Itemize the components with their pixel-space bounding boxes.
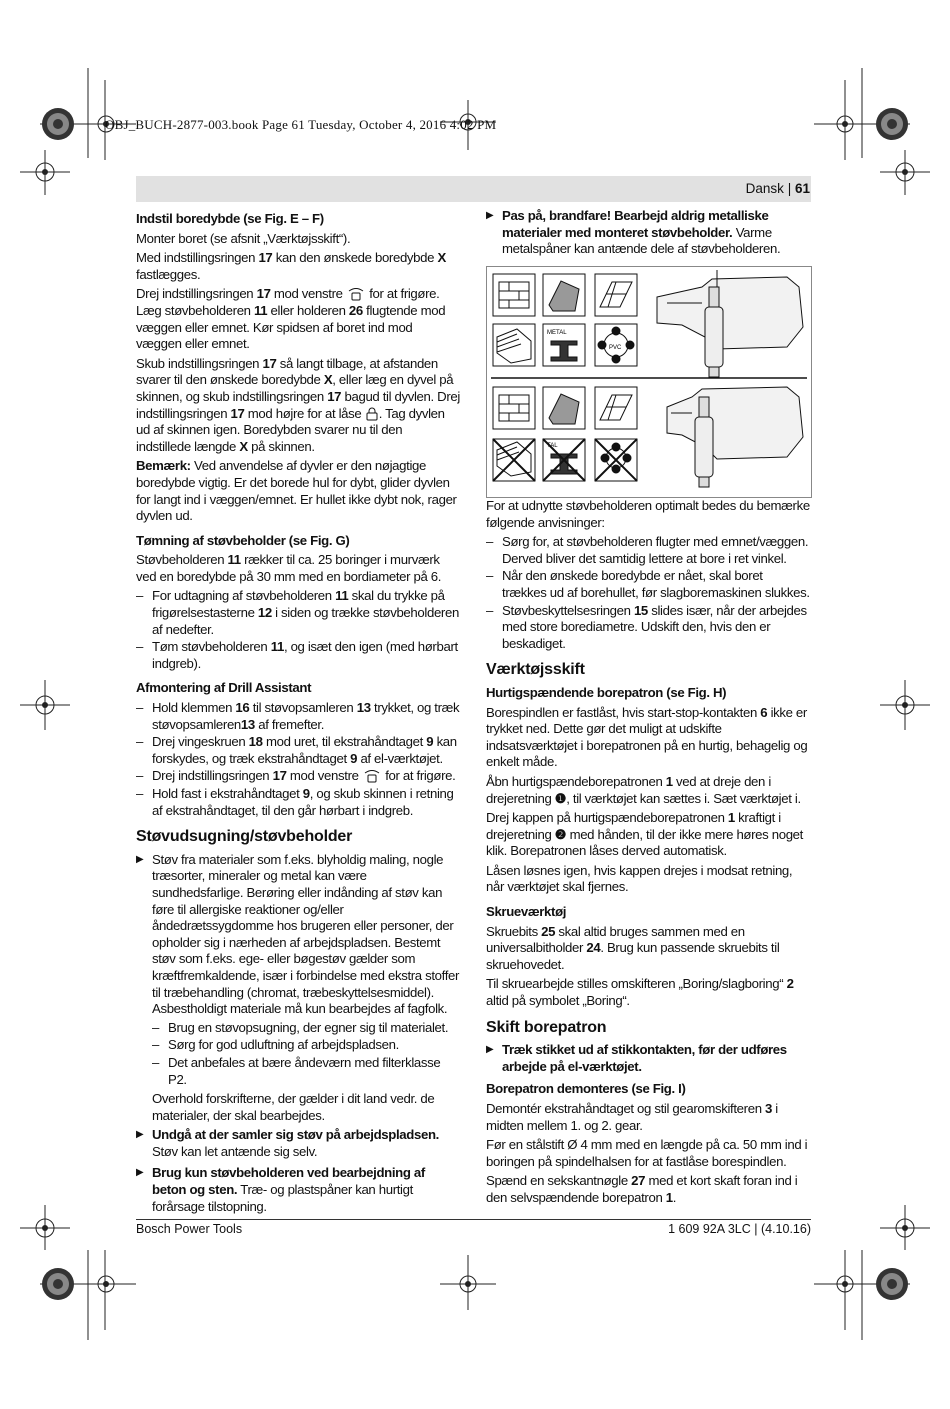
page-header <box>746 181 810 196</box>
paragraph: Til skruearbejde stilles omskifteren „Boring/slagboring“ 2 altid på symbolet „Boring“. <box>486 976 794 1009</box>
tile-icon <box>595 274 637 316</box>
paragraph: Før en stålstift Ø 4 mm med en længde på ca. 50 mm ind i boringen på spindelhalsen for at fastlåse borespindlen. <box>486 1137 808 1169</box>
warning-item: ▶ Brug kun støvbeholderen ved bearbejdning af beton og sten. Træ- og plastspåner kan hurtigt forårsage tilstopning. <box>136 1165 460 1215</box>
unlock-rotate-icon <box>346 287 366 301</box>
paragraph: Drej kappen på hurtigspændeborepatronen 1 kraftigt i drejeretning ❷ med hånden, til der ikke mere høres noget klik. Borepatronen låses derved automatisk. <box>486 810 803 859</box>
list-item: – Det anbefales at bære åndeværn med filterklasse P2. <box>152 1055 460 1088</box>
paragraph: For at udnytte støvbeholderen optimalt bedes du bemærke følgende anvisninger: <box>486 498 810 530</box>
paragraph: Låsen løsnes igen, hvis kappen drejes i modsat retning, når værktøjet skal fjernes. <box>486 862 793 895</box>
footer-doc-number: 1 609 92A 3LC | (4.10.16) <box>668 1222 811 1236</box>
section-title-remove-drill-assistant: Afmontering af Drill Assistant <box>136 680 312 696</box>
book-info-line: OBJ_BUCH-2877-003.book Page 61 Tuesday, October 4, 2016 4:02 PM <box>105 117 497 132</box>
list-item: – Støvbeskyttelsesringen 15 slides især, når der arbejdes med store borediametre. Udskift den, hvis den er beskadiget. <box>486 603 810 653</box>
list <box>136 588 460 672</box>
paragraph: Borespindlen er fastlåst, hvis start-stop-kontakten 6 ikke er trykket ned. Dette gør det muligt at udskifte indsatsværktøjet i borepatronen på en hurtig, behagelig og enkelt måde. <box>486 704 808 770</box>
paragraph: Støvbeholderen 11 rækker til ca. 25 boringer i murværk ved en boredybde på 30 mm med en bordiameter på 6. <box>136 552 442 584</box>
heading-tool-change: Værktøjsskift <box>486 661 585 679</box>
footer-rule <box>136 1219 811 1220</box>
paragraph: Drej indstillingsringen 17 mod venstre for at frigøre. Læg støvbeholderen 11 eller holderen 26 flugtende mod væggen eller emnet. Kør spidsen af boret ind mod væggen eller emnet. <box>136 286 446 352</box>
material-figure <box>486 266 812 498</box>
paragraph: Monter boret (se afsnit „Værktøjsskift“). <box>136 230 351 246</box>
list-item: – For udtagning af støvbeholderen 11 skal du trykke på frigørelsestasterne 12 i siden og trække støvbeholderen af nedefter. <box>136 588 460 638</box>
header-bar <box>136 176 811 202</box>
right-column-lower <box>486 498 810 1210</box>
section-title-remove-chuck: Borepatron demonteres (se Fig. I) <box>486 1081 686 1097</box>
paragraph: Skruebits 25 skal altid bruges sammen med en universalbitholder 24. Brug kun passende skruebits til skruehovedet. <box>486 923 780 972</box>
metal-label-crossed: TAL <box>547 443 558 449</box>
paragraph: Spænd en sekskantnøgle 27 med et kort skaft foran ind i den selvspændende borepatron 1. <box>486 1173 798 1205</box>
list <box>136 700 460 819</box>
section-title-screwdriver-tools: Skrueværktøj <box>486 904 567 920</box>
metal-label: METAL <box>547 330 567 336</box>
paragraph: Med indstillingsringen 17 kan den ønskede boredybde X fastlægges. <box>136 250 446 282</box>
paragraph: Demontér ekstrahåndtaget og stil gearomskifteren 3 i midten mellem 1. og 2. gear. <box>486 1101 778 1133</box>
unlock-rotate-icon <box>362 769 382 783</box>
header-language: Dansk <box>745 181 784 196</box>
warning-item: ▶ Træk stikket ud af stikkontakten, før der udføres arbejde på el-værktøjet. <box>486 1042 810 1075</box>
list-item: – Hold fast i ekstrahåndtaget 9, og skub skinnen i retning af ekstrahåndtaget, til den går hørbart i indgreb. <box>136 786 460 819</box>
header-separator: | <box>787 181 792 196</box>
warning-item: ▶ Pas på, brandfare! Bearbejd aldrig metalliske materialer med monteret støvbeholder. Varme metalspåner kan antænde dele af støvbeholderen. <box>486 208 810 258</box>
list-item: – Brug en støvopsugning, der egner sig til materialet. <box>152 1020 460 1037</box>
warning-item: ▶ Undgå at der samler sig støv på arbejdspladsen. Støv kan let antænde sig selv. <box>136 1127 460 1160</box>
list-item: – Sørg for god udluftning af arbejdspladsen. <box>152 1037 460 1054</box>
list <box>486 534 810 652</box>
paragraph: Overhold forskrifterne, der gælder i dit land vedr. de materialer, der skal bearbejdes. <box>152 1091 435 1123</box>
sub-list <box>152 1020 460 1088</box>
tile-icon <box>595 387 637 429</box>
list-item: – Når den ønskede boredybde er nået, skal boret trækkes ud af borehullet, før slagboremaskinen slukkes. <box>486 568 810 601</box>
page-number: 61 <box>794 181 810 196</box>
section-title-empty-container: Tømning af støvbeholder (se Fig. G) <box>136 532 350 548</box>
left-column <box>136 208 460 1220</box>
heading-dust-extraction: Støvudsugning/støvbeholder <box>136 828 353 846</box>
list-item: – Sørg for, at støvbeholderen flugter med emnet/væggen. Derved bliver det samtidig lettere at bore i ret vinkel. <box>486 534 810 567</box>
right-column <box>486 208 810 263</box>
heading-change-chuck: Skift borepatron <box>486 1018 607 1036</box>
paragraph: Åbn hurtigspændeborepatronen 1 ved at dreje den i drejeretning ❶, til værktøjet kan sættes i. Sæt værktøjet i. <box>486 773 801 806</box>
note: Bemærk: Ved anvendelse af dyvler er den nøjagtige boredybde vigtig. Er det borede hul for dybt, glider dyvlen for langt ind i væggen/emnet. Er hullet ikke dybt nok, rager dyvlen ud. <box>136 458 457 524</box>
pvc-label: PVC <box>609 345 622 351</box>
list-item: – Drej indstillingsringen 17 mod venstre for at frigøre. <box>136 768 460 785</box>
warning-item: ▶ Støv fra materialer som f.eks. blyholdig maling, nogle træsorter, mineraler og metal kan være sundhedsfarlige. Berøring eller indånding af støv kan føre til allergiske reaktioner og/eller åndedrætssygdomme hos brugeren eller personer, der opholder sig i nærheden af arbejdspladsen. Bestemt støv som f.eks. ege- eller bøgestøv gælder som kræftfremkaldende, især i forbindelse med ekstra stoffer til træbehandling (chromat, træbeskyttelsesmiddel). Asbestholdigt materiale må kun bearbejdes af fagfolk. <box>136 852 460 1018</box>
section-title-drilling-depth: Indstil boredybde (se Fig. E – F) <box>136 211 324 226</box>
list-item: – Hold klemmen 16 til støvopsamleren 13 trykket, og træk støvopsamleren13 af fremefter. <box>136 700 460 733</box>
lock-icon <box>365 407 379 421</box>
section-title-keyless-chuck: Hurtigspændende borepatron (se Fig. H) <box>486 684 727 700</box>
list-item: – Drej vingeskruen 18 mod uret, til ekstrahåndtaget 9 kan forskydes, og træk ekstrahåndtaget 9 af el-værktøjet. <box>136 734 460 767</box>
list-item: – Tøm støvbeholderen 11, og isæt den igen (med hørbart indgreb). <box>136 639 460 672</box>
footer-brand: Bosch Power Tools <box>136 1222 243 1236</box>
paragraph: Skub indstillingsringen 17 så langt tilbage, at afstanden svarer til den ønskede boredybde X, eller læg en dyvel på skinnen, og skub indstillingsringen 17 bagud til dyvlen. Drej indstillingsringen 17 mod højre for at låse . Tag dyvlen ud af skinnen igen. Boredybden svarer nu til den indstillede længde X på skinnen. <box>136 355 460 454</box>
